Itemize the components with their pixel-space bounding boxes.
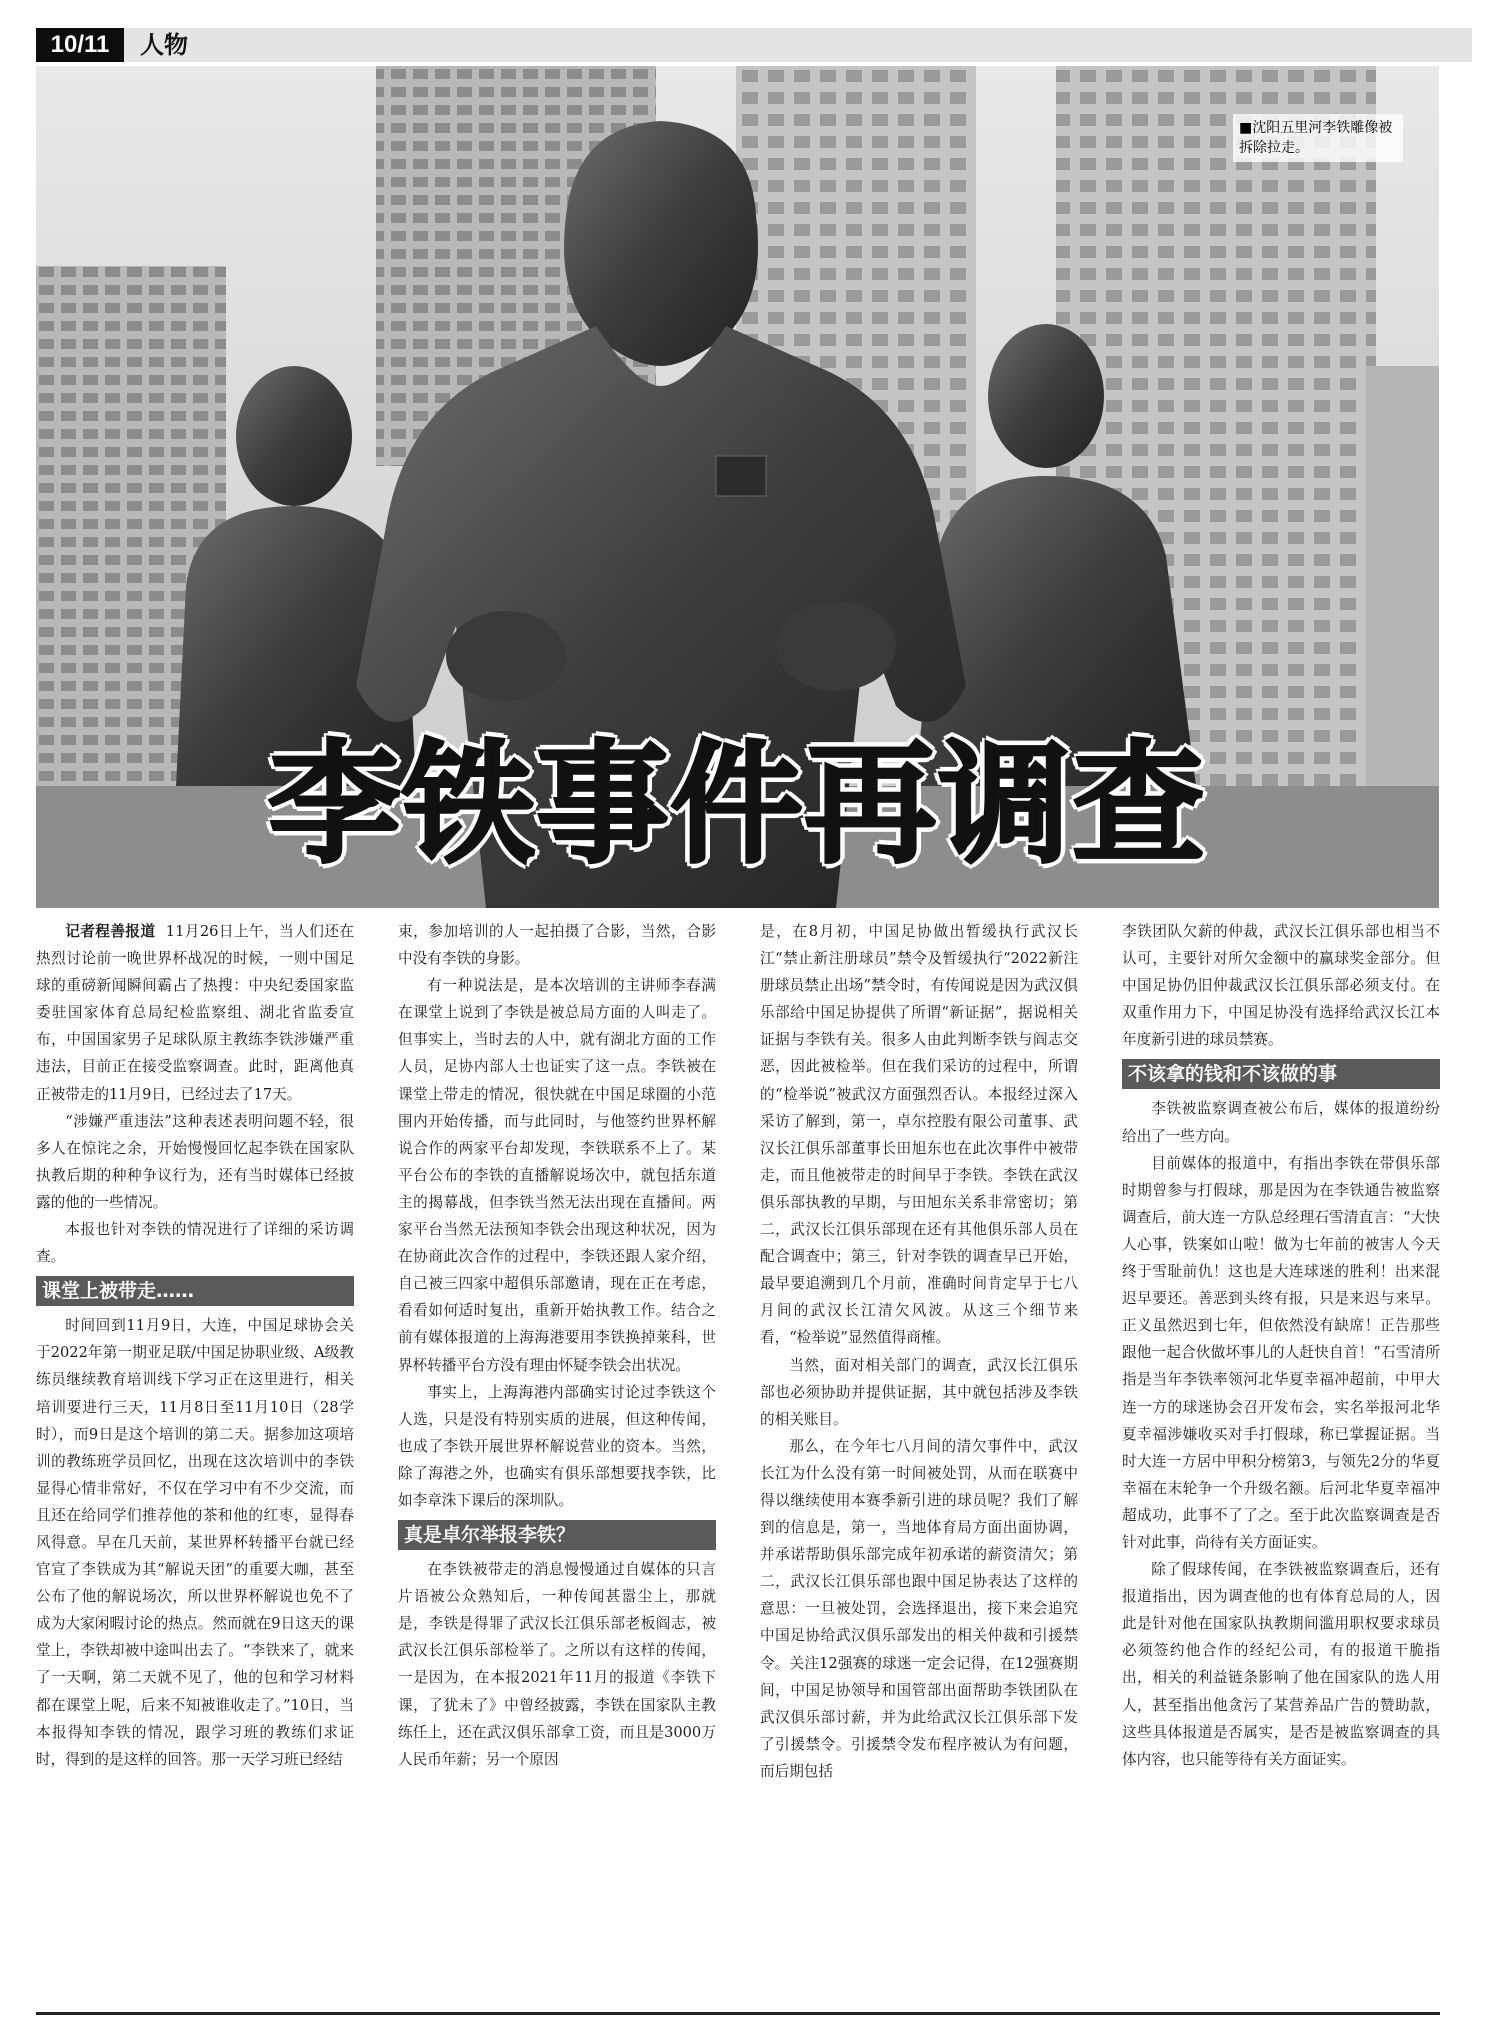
- column-1: [36, 918, 354, 2008]
- paragraph: 本报也针对李铁的情况进行了详细的采访调查。: [36, 1221, 354, 1266]
- paragraph: 是，在8月初，中国足协做出暂缓执行武汉长江“禁止新注册球员”禁令及暂缓执行“2022新注册球员禁止出场”禁令时，有传闻说是因为武汉俱乐部给中国足协提供了所谓“新证据”，据说相关证据与李铁有关。很多人由此判断李铁与阎志交恶，因此被检举。但在我们采访的过程中，所谓的“检举说”被武汉方面强烈否认。本报经过深入采访了解到，第一，卓尔控股有限公司董事、武汉长江俱乐部董事长田旭东也在此次事件中被带走，而且他被带走的时间早于李铁。李铁在武汉俱乐部执教的早期，与田旭东关系非常密切；第二，武汉长江俱乐部现在还有其他俱乐部人员在配合调查中；第三，针对李铁的调查早已开始，最早要追溯到几个月前，准确时间肯定早于七八月间的武汉长江清欠风波。从这三个细节来看，“检举说”显然值得商榷。: [760, 923, 1078, 1347]
- page-header: [36, 28, 1472, 62]
- article-body: [36, 918, 1440, 2008]
- paragraph: 李铁被监察调查被公布后，媒体的报道纷纷给出了一些方向。: [1122, 1100, 1440, 1145]
- subheading: 真是卓尔举报李铁？: [398, 1520, 716, 1550]
- paragraph: 时间回到11月9日，大连，中国足球协会关于2022年第一期亚足联/中国足协职业级、A级教练员继续教育培训线下学习正在这里进行，相关培训要进行三天，11月8日至11月10日（28学时），而9日是这个培训的第二天。据参加这项培训的教练班学员回忆，出现在这次培训中的李铁显得心情非常好，不仅在学习中有不少交流，而且还在给同学们推荐他的茶和他的红枣，显得春风得意。早在几天前，某世界杯转播平台就已经官宣了李铁成为其“解说天团”的重要大咖，甚至公布了他的解说场次，所以世界杯解说也免不了成为大家闲暇讨论的热点。然而就在9日这天的课堂上，李铁却被中途叫出去了。“李铁来了，就来了一天啊，第二天就不见了，他的包和学习材料都在课堂上呢，后来不知被谁收走了。”10日，当本报得知李铁的情况，跟学习班的教练们求证时，得到的是这样的回答。那一天学习班已经结: [36, 1317, 354, 1768]
- paragraph: 目前媒体的报道中，有指出李铁在带俱乐部时期曾参与打假球，那是因为在李铁通告被监察调查后，前大连一方队总经理石雪清直言：“大快人心事，铁案如山啦！做为七年前的被害人今天终于雪耻前仇！这也是大连球迷的胜利！出来混迟早要还。善恶到头终有报，只是来迟与来早。正义虽然迟到七年，但依然没有缺席！正告那些跟他一起合伙做坏事儿的人赶快自首！”石雪清所指是当年李铁率领河北华夏幸福冲超前，中甲大连一方的球迷协会召开发布会，实名举报河北华夏幸福涉嫌收买对手打假球，称已掌握证据。当时大连一方居中甲积分榜第3，与领先2分的华夏幸福在末轮争一个升级名额。后河北华夏幸福冲超成功，此事不了了之。至于此次监察调查是否针对此事，尚待有关方面证实。: [1122, 1154, 1440, 1551]
- paragraph: 当然，面对相关部门的调查，武汉长江俱乐部也必须协助并提供证据，其中就包括涉及李铁的相关账目。: [760, 1356, 1078, 1428]
- paragraph: 李铁团队欠薪的仲裁，武汉长江俱乐部也相当不认可，主要针对所欠金额中的赢球奖金部分。但中国足协仍旧仲裁武汉长江俱乐部必须支付。在双重作用力下，中国足协没有选择给武汉长江本年度新引进的球员禁赛。: [1122, 923, 1440, 1049]
- column-3: [760, 918, 1078, 2008]
- section-name: 人物: [140, 31, 188, 59]
- paragraph-text: 11月26日上午，当人们还在热烈讨论前一晚世界杯战况的时候，一则中国足球的重磅新闻瞬间霸占了热搜：中央纪委国家监委驻国家体育总局纪检监察组、湖北省监委宣布，中国国家男子足球队原主教练李铁涉嫌严重违法，目前正在接受监察调查。此时，距离他真正被带走的11月9日，已经过去了17天。: [36, 923, 354, 1103]
- subheading: 课堂上被带走……: [36, 1276, 354, 1306]
- paragraph: 除了假球传闻，在李铁被监察调查后，还有报道指出，因为调查他的也有体育总局的人，因此是针对他在国家队执教期间滥用职权要求球员必须签约他合作的经纪公司，有的报道干脆指出，相关的利益链条影响了他在国家队的选人用人，甚至指出他贪污了某营养品广告的赞助款，这些具体报道是否属实，是否是被监察调查的具体内容，也只能等待有关方面证实。: [1122, 1561, 1440, 1768]
- paragraph: [36, 918, 354, 1108]
- paragraph: 那么，在今年七八月间的清欠事件中，武汉长江为什么没有第一时间被处罚，从而在联赛中得以继续使用本赛季新引进的球员呢？我们了解到的信息是，第一，当地体育局方面出面协调，并承诺帮助俱乐部完成年初承诺的薪资清欠；第二，武汉长江俱乐部也跟中国足协表达了这样的意思：一旦被处罚，会选择退出，接下来会追究中国足协给武汉俱乐部发出的相关仲裁和引援禁令。关注12强赛的球迷一定会记得，在12强赛期间，中国足协领导和国管部出面帮助李铁团队在武汉俱乐部讨薪，并为此给武汉长江俱乐部下发了引援禁令。引援禁令发布程序被认为有问题，而后期包括: [760, 1437, 1078, 1780]
- column-4: [1122, 918, 1440, 2008]
- paragraph: 有一种说法是，是本次培训的主讲师李春满在课堂上说到了李铁是被总局方面的人叫走了。但事实上，当时去的人中，就有湖北方面的工作人员，足协内部人士也证实了这一点。李铁被在课堂上带走的情况，很快就在中国足球圈的小范围内开始传播，而与此同时，与他签约世界杯解说合作的两家平台却发现，李铁联系不上了。某平台公布的李铁的直播解说场次中，就包括东道主的揭幕战，但李铁当然无法出现在直播间。两家平台当然无法预知李铁会出现这种状况，因为在协商此次合作的过程中，李铁还跟人家介绍，自己被三四家中超俱乐部邀请，现在正在考虑，看看如何适时复出，重新开始执教工作。结合之前有媒体报道的上海海港要用李铁换掉莱科，世界杯转播平台方没有理由怀疑李铁会出状况。: [398, 977, 716, 1374]
- byline: 记者程善报道: [65, 923, 156, 940]
- bottom-rule: [36, 2012, 1440, 2015]
- column-2: [398, 918, 716, 2008]
- page-number: 10/11: [36, 28, 124, 62]
- paragraph: 事实上，上海海港内部确实讨论过李铁这个人选，只是没有特别实质的进展，但这种传闻，也成了李铁开展世界杯解说营业的资本。当然，除了海港之外，也确实有俱乐部想要找李铁，比如李章洙下课后的深圳队。: [398, 1383, 716, 1509]
- photo-caption: ■沈阳五里河李铁雕像被拆除拉走。: [1233, 114, 1403, 162]
- headline: 李铁事件再调查: [268, 728, 1207, 882]
- lead-photo: [36, 66, 1439, 908]
- paragraph: 束，参加培训的人一起拍摄了合影，当然，合影中没有李铁的身影。: [398, 923, 716, 968]
- subheading: 不该拿的钱和不该做的事: [1122, 1059, 1440, 1089]
- paragraph: “涉嫌严重违法”这种表述表明问题不轻，很多人在惊诧之余，开始慢慢回忆起李铁在国家队执教后期的种种争议行为，还有当时媒体已经披露的他的一些情况。: [36, 1112, 354, 1211]
- paragraph: 在李铁被带走的消息慢慢通过自媒体的只言片语被公众熟知后，一种传闻甚嚣尘上，那就是，李铁是得罪了武汉长江俱乐部老板阎志，被武汉长江俱乐部检举了。之所以有这样的传闻，一是因为，在本报2021年11月的报道《李铁下课，了犹未了》中曾经披露，李铁在国家队主教练任上，还在武汉俱乐部拿工资，而且是3000万人民币年薪；另一个原因: [398, 1561, 716, 1768]
